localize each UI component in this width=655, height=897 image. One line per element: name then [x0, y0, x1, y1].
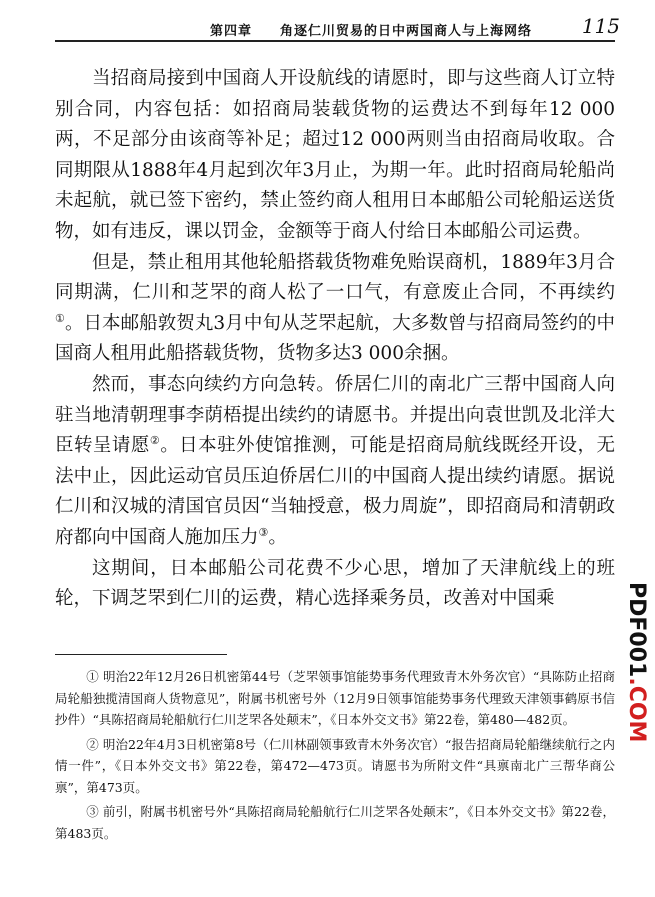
page-number: 115 [581, 14, 620, 38]
footnote-ref: ② [149, 433, 161, 447]
paragraph-text: 然而，事态向续约方向急转。侨居仁川的南北广三帮中国商人向驻当地清朝理事李荫梧提出续约的请愿书。并提出向袁世凯及北洋大臣转呈请愿 [55, 373, 615, 457]
watermark [619, 582, 649, 743]
footnote-ref: ① [55, 311, 65, 325]
paragraph-text: 但是，禁止租用其他轮船搭载货物难免贻误商机，1889年3月合同期满，仁川和芝罘的商人松了一口气，有意废止合同，不再续约 [55, 251, 615, 304]
paragraph: 然而，事态向续约方向急转。侨居仁川的南北广三帮中国商人向驻当地清朝理事李荫梧提出续约的请愿书。并提出向袁世凯及北洋大臣转呈请愿②。日本驻外使馆推测，可能是招商局航线既经开设，无法中止，因此运动官员压迫侨居仁川的中国商人提出续约请愿。据说仁川和汉城的清国官员因“当轴授意，极力周旋”，即招商局和清朝政府都向中国商人施加压力③。 [55, 373, 615, 548]
footnote-ref: ③ [258, 525, 269, 539]
running-header [210, 14, 620, 40]
paragraph-text: 这期间，日本邮船公司花费不少心思，增加了天津航线上的班轮，下调芝罘到仁川的运费，精心选择乘务员，改善对中国乘 [55, 557, 615, 610]
main-text [55, 64, 615, 615]
watermark-text: PDF001 [624, 582, 649, 678]
paragraph-text: 日本邮船敦贺丸3月中旬从芝罘起航，大多数曾与招商局签约的中国商人租用此船搭载货物，货物多达3 000余捆。 [55, 312, 615, 365]
paragraph [55, 64, 615, 248]
paragraph-text: 日本驻外使馆推测，可能是招商局航线既经开设，无法中止，因此运动官员压迫侨居仁川的中国商人提出续约请愿。据说仁川和汉城的清国官员因“当轴授意，极力周旋”，即招商局和清朝政府都向中国商人施加压力 [55, 435, 615, 548]
chapter-title: 角逐仁川贸易的日中两国商人与上海网络 [280, 24, 533, 39]
footnote: ① 明治22年12月26日机密第44号（芝罘领事馆能势事务代理致青木外务次官）“具陈防止招商局轮船独揽清国商人货物意见”，附属书机密号外（12月9日领事馆能势事务代理致天津领事鹤原书信抄件）“具陈招商局轮船航行仁川芝罘各处颠末”，《日本外交文书》第22卷，第480—482页。 [55, 669, 615, 727]
chapter-label: 第四章 [210, 24, 253, 39]
watermark-domain: .COM [624, 677, 649, 743]
paragraph: 但是，禁止租用其他轮船搭载货物难免贻误商机，1889年3月合同期满，仁川和芝罘的商人松了一口气，有意废止合同，不再续约①。日本邮船敦贺丸3月中旬从芝罘起航，大多数曾与招商局签约的中国商人租用此船搭载货物，货物多达3 000余捆。 [55, 251, 615, 365]
header-rule [55, 40, 615, 42]
footnote-rule [55, 654, 227, 655]
footnotes [55, 666, 615, 847]
paragraph [55, 554, 615, 615]
footnote: ② 明治22年4月3日机密第8号（仁川林副领事致青木外务次官）“报告招商局轮船继续航行之内情一件”，《日本外交文书》第22卷，第472—473页。请愿书为所附文件“具禀南北广三帮华商公禀”，第473页。 [55, 736, 615, 795]
paragraph-text: 当招商局接到中国商人开设航线的请愿时，即与这些商人订立特别合同，内容包括：如招商局装载货物的运费达不到每年12 000两，不足部分由该商等补足；超过12 000两则当由招商局收取。合同期限从1888年4月起到次年3月止，为期一年。此时招商局轮船尚未起航，就已签下密约，禁止签约商人租用日本邮船公司轮船运送货物，如有违反，课以罚金，金额等于商人付给日本邮船公司运费。 [55, 68, 615, 242]
footnote: ③ 前引，附属书机密号外“具陈招商局轮船航行仁川芝罘各处颠末”，《日本外交文书》第22卷，第483页。 [55, 804, 615, 841]
